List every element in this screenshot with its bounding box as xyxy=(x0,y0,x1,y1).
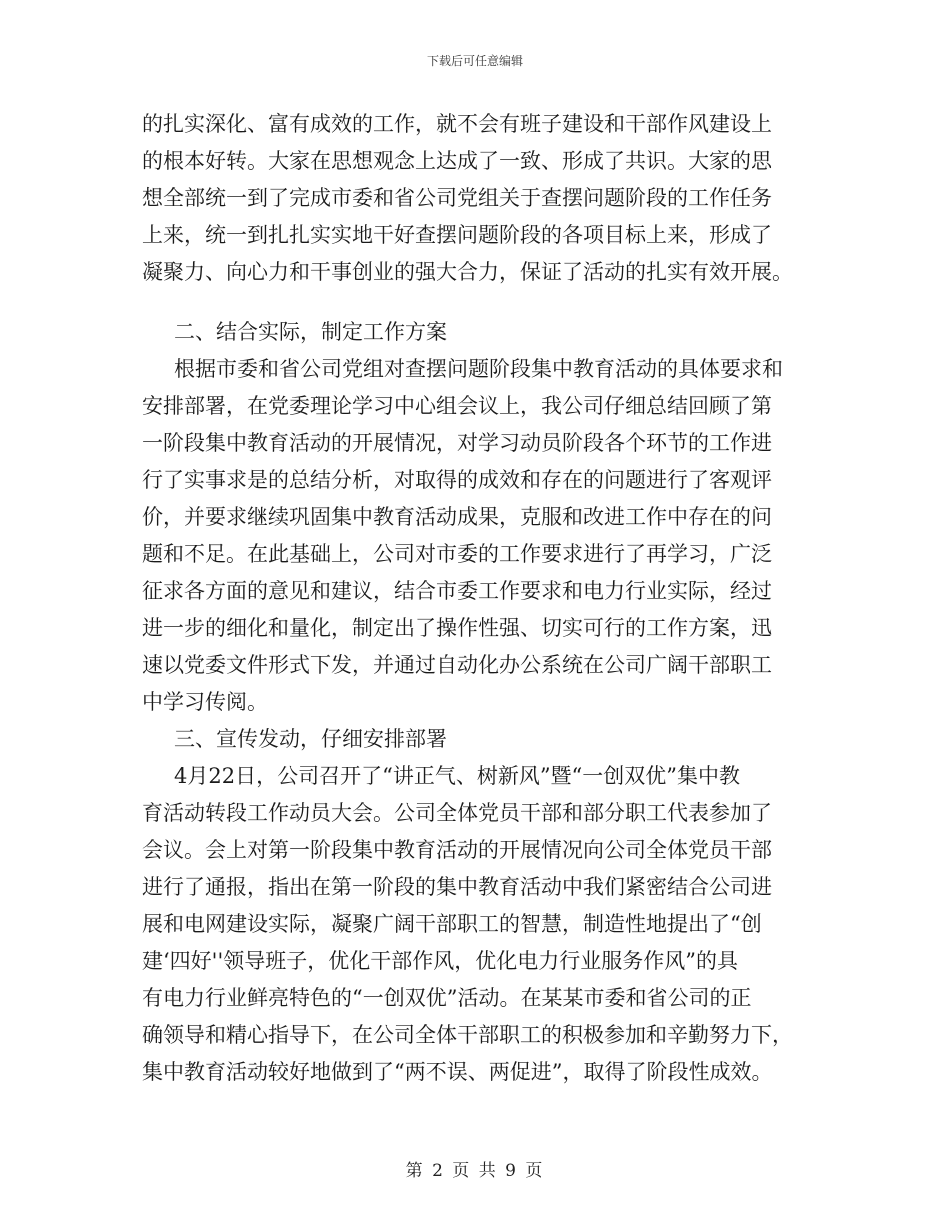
page-number: 第 2 页 共 9 页 xyxy=(405,1161,545,1181)
text-line: 集中教育活动较好地做到了“两不误、两促进”，取得了阶段性成效。 xyxy=(142,1060,773,1084)
text-line: 的根本好转。大家在思想观念上达成了一致、形成了共识。大家的思 xyxy=(142,149,772,173)
text-line: 育活动转段工作动员大会。公司全体党员干部和部分职工代表参加了 xyxy=(142,801,772,825)
text-line: 行了实事求是的总结分析，对取得的成效和存在的问题进行了客观评 xyxy=(142,468,772,492)
text-line: 进一步的细化和量化，制定出了操作性强、切实可行的工作方案，迅 xyxy=(142,616,772,640)
text-line: 中学习传阅。 xyxy=(142,690,268,714)
text-line: 一阶段集中教育活动的开展情况，对学习动员阶段各个环节的工作进 xyxy=(142,431,772,455)
text-line: 想全部统一到了完成市委和省公司党组关于查摆问题阶段的工作任务 xyxy=(142,186,772,210)
text-line: 4月22日，公司召开了“讲正气、树新风”暨“一创双优”集中教 xyxy=(174,764,741,788)
text-line: 展和电网建设实际，凝聚广阔干部职工的智慧，制造性地提出了“创 xyxy=(142,912,762,936)
text-line: 速以党委文件形式下发，并通过自动化办公系统在公司广阔干部职工 xyxy=(142,653,772,677)
text-line: 根据市委和省公司党组对查摆问题阶段集中教育活动的具体要求和 xyxy=(174,357,783,381)
text-line: 有电力行业鲜亮特色的“一创双优”活动。在某某市委和省公司的正 xyxy=(142,986,752,1010)
text-line: 安排部署，在党委理论学习中心组会议上，我公司仔细总结回顾了第 xyxy=(142,394,772,418)
text-line: 确领导和精心指导下，在公司全体干部职工的积极参加和辛勤努力下， xyxy=(142,1023,793,1047)
text-line: 凝聚力、向心力和干事创业的强大合力，保证了活动的扎实有效开展。 xyxy=(142,260,793,284)
paragraph-gap xyxy=(142,291,810,314)
text-line: 进行了通报，指出在第一阶段的集中教育活动中我们紧密结合公司进 xyxy=(142,875,772,899)
text-line: 题和不足。在此基础上，公司对市委的工作要求进行了再学习，广泛 xyxy=(142,542,772,566)
document-body xyxy=(142,106,810,1091)
text-line: 征求各方面的意见和建议，结合市委工作要求和电力行业实际，经过 xyxy=(142,579,772,603)
paragraph-2 xyxy=(142,351,810,721)
text-line: 建‘四好''领导班子，优化干部作风，优化电力行业服务作风”的具 xyxy=(142,949,738,973)
header-note: 下载后可任意编辑 xyxy=(426,54,523,68)
text-line: 上来，统一到扎扎实实地干好查摆问题阶段的各项目标上来，形成了 xyxy=(142,223,772,247)
paragraph-3 xyxy=(142,758,810,1091)
text-line: 的扎实深化、富有成效的工作，就不会有班子建设和干部作风建设上 xyxy=(142,112,772,136)
text-line: 会议。会上对第一阶段集中教育活动的开展情况向公司全体党员干部 xyxy=(142,838,772,862)
text-line: 价，并要求继续巩固集中教育活动成果，克服和改进工作中存在的问 xyxy=(142,505,772,529)
section-heading-3: 三、宣传发动，仔细安排部署 xyxy=(174,727,447,751)
paragraph-1 xyxy=(142,106,810,291)
section-heading-2: 二、结合实际，制定工作方案 xyxy=(174,320,447,344)
